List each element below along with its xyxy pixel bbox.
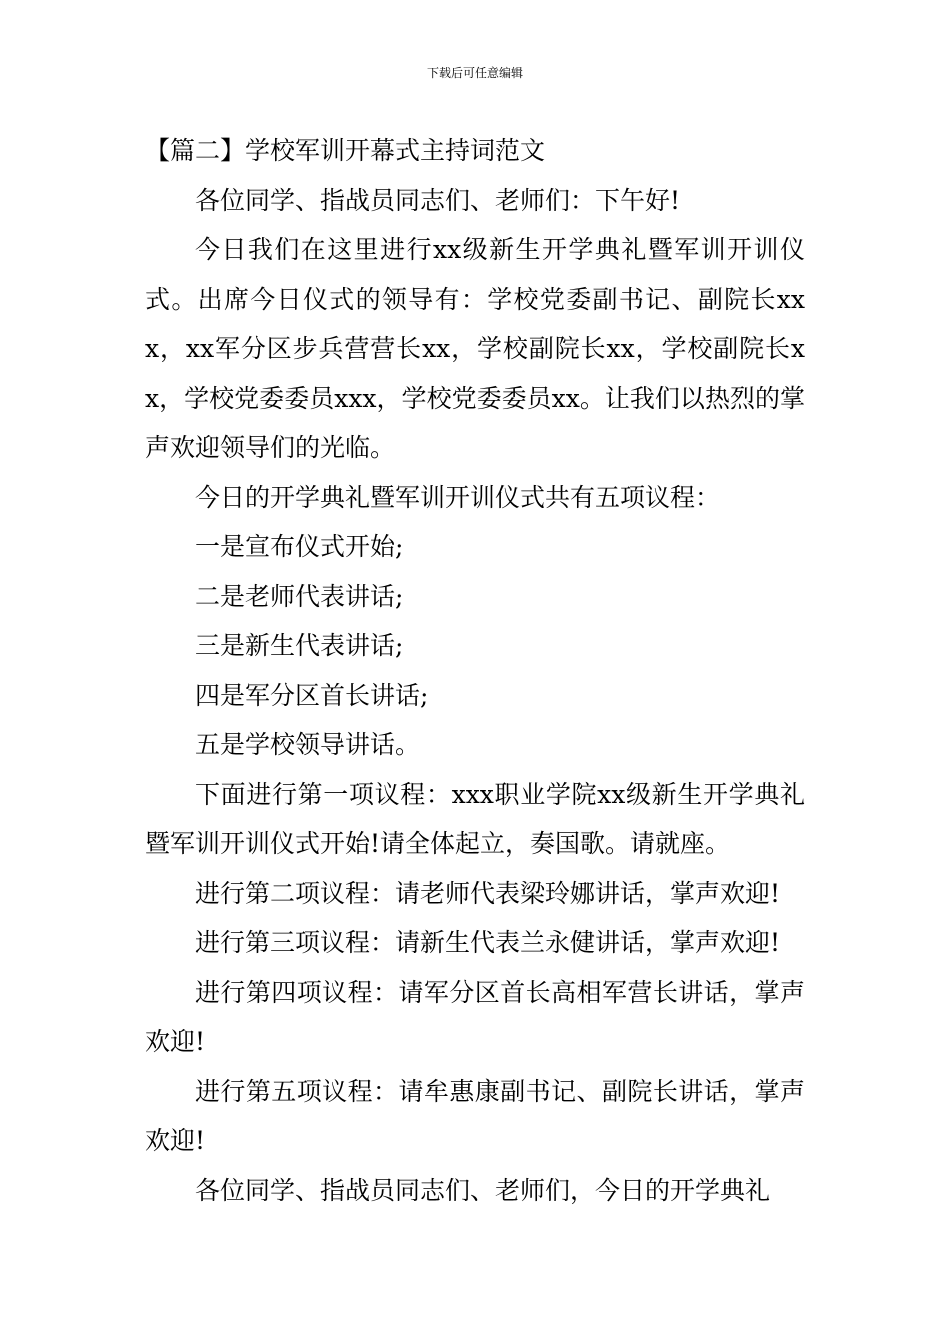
paragraph-agenda-step-1: 下面进行第一项议程：xxx职业学院xx级新生开学典礼暨军训开训仪式开始!请全体起立，奏国歌。请就座。 — [145, 779, 805, 858]
paragraph-agenda-intro: 今日的开学典礼暨军训开训仪式共有五项议程： — [195, 482, 721, 512]
agenda-item-4: 四是军分区首长讲话; — [195, 680, 429, 710]
paragraph-introduction: 今日我们在这里进行xx级新生开学典礼暨军训开训仪式。出席今日仪式的领导有：学校党委副书记、副院长xxx，xx军分区步兵营营长xx，学校副院长xx，学校副院长xx，学校党委委员xxx，学校党委委员xx。让我们以热烈的掌声欢迎领导们的光临。 — [145, 235, 805, 462]
agenda-item-5: 五是学校领导讲话。 — [195, 730, 421, 759]
paragraph-closing: 各位同学、指战员同志们、老师们，今日的开学典礼 — [195, 1175, 771, 1205]
paragraph-agenda-step-3: 进行第三项议程：请新生代表兰永健讲话，掌声欢迎! — [195, 928, 781, 957]
paragraph-agenda-step-2: 进行第二项议程：请老师代表梁玲娜讲话，掌声欢迎! — [195, 878, 781, 908]
document-body — [145, 126, 805, 1215]
document-title: 【篇二】学校军训开幕式主持词范文 — [145, 136, 546, 165]
agenda-item-1: 一是宣布仪式开始; — [195, 532, 404, 561]
agenda-item-2: 二是老师代表讲话; — [195, 581, 404, 611]
paragraph-agenda-step-4: 进行第四项议程：请军分区首长高相军营长讲话，掌声欢迎! — [145, 977, 805, 1056]
agenda-item-3: 三是新生代表讲话; — [195, 631, 404, 660]
page-header-note: 下载后可任意编辑 — [426, 66, 523, 80]
paragraph-agenda-step-5: 进行第五项议程：请牟惠康副书记、副院长讲话，掌声欢迎! — [145, 1076, 805, 1155]
paragraph-greeting: 各位同学、指战员同志们、老师们：下午好! — [195, 185, 681, 215]
